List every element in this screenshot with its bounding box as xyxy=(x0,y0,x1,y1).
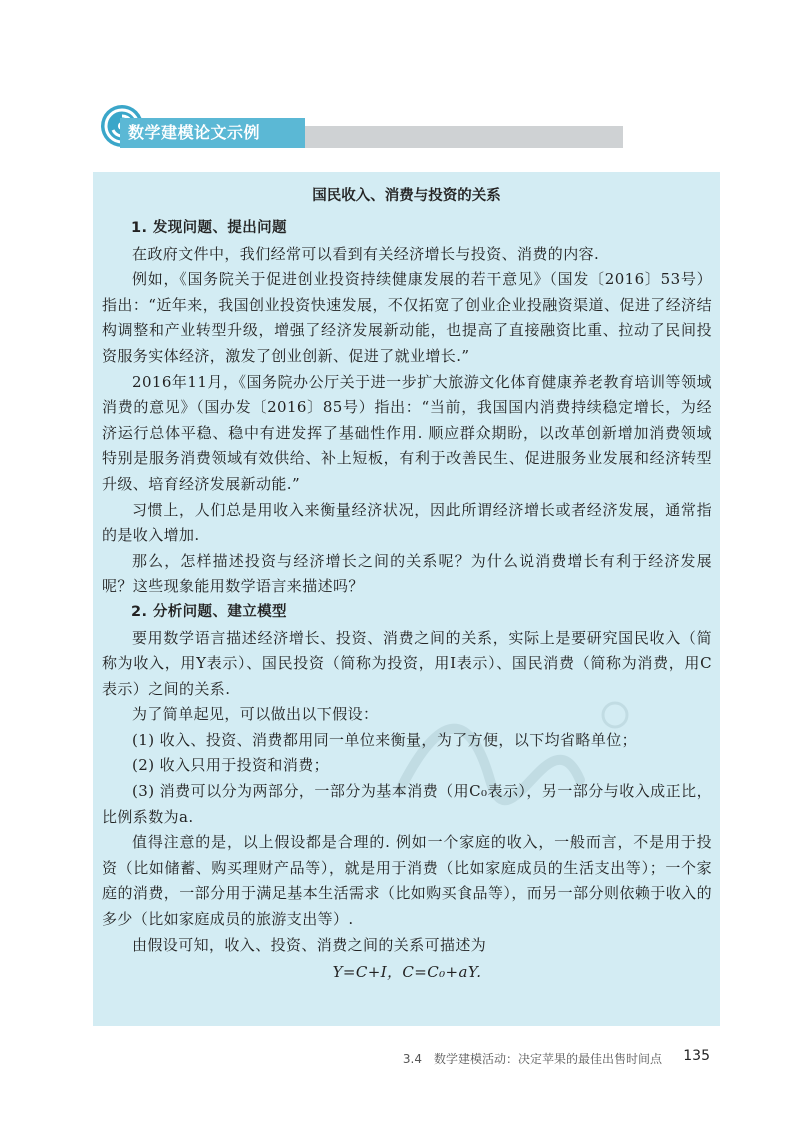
paragraph: 在政府文件中，我们经常可以看到有关经济增长与投资、消费的内容. xyxy=(132,244,600,263)
paragraph: 那么，怎样描述投资与经济增长之间的关系呢？为什么说消费增长有利于经济发展呢？这些现象能用数学语言来描述吗？ xyxy=(102,551,712,596)
paper-body xyxy=(102,216,712,986)
section-heading: 1. 发现问题、提出问题 xyxy=(131,220,287,236)
footer-chapter: 3.4 数学建模活动：决定苹果的最佳出售时间点 xyxy=(402,1052,662,1066)
section-heading: 2. 分析问题、建立模型 xyxy=(131,603,287,620)
section-header xyxy=(100,104,630,148)
paragraph: 为了简单起见，可以做出以下假设： xyxy=(132,705,379,724)
paragraph: 习惯上，人们总是用收入来衡量经济状况，因此所谓经济增长或者经济发展，通常指的是收入增加. xyxy=(102,500,712,545)
paragraph: 2016年11月，《国务院办公厅关于进一步扩大旅游文化体育健康养老教育培训等领域消费的意见》（国办发〔2016〕85号）指出：“当前，我国国内消费持续稳定增长，为经济运行总体平稳、稳中有进发挥了基础性作用. 顺应群众期盼，以改革创新增加消费领域特别是服务消费领域有效供给、补上短板，有利于改善民生、促进服务业发展和经济转型升级、培育经济发展新动能.” xyxy=(102,372,712,493)
paragraph: (2) 收入只用于投资和消费； xyxy=(132,756,330,775)
paper-title: 国民收入、消费与投资的关系 xyxy=(312,188,501,204)
paragraph: 例如，《国务院关于促进创业投资持续健康发展的若干意见》（国发〔2016〕53号）指出：“近年来，我国创业投资快速发展，不仅拓宽了创业企业投融资渠道、促进了经济结构调整和产业转型升级，增强了经济发展新动能，也提高了直接融资比重、拉动了民间投资服务实体经济，激发了创业创新、促进了就业增长.” xyxy=(102,270,712,365)
page-number: 135 xyxy=(683,1048,710,1064)
formula: Y=C+I，C=C₀+aY. xyxy=(332,963,482,982)
paragraph: 值得注意的是，以上假设都是合理的. 例如一个家庭的收入，一般而言，不是用于投资（比如储蓄、购买理财产品等），就是用于消费（比如家庭成员的生活支出等）；一个家庭的消费，一部分用于满足基本生活需求（比如购买食品等），而另一部分则依赖于收入的多少（比如家庭成员的旅游支出等）. xyxy=(102,833,712,929)
section-title: 数学建模论文示例 xyxy=(128,123,261,142)
paragraph: (3) 消费可以分为两部分，一部分为基本消费（用C₀表示），另一部分与收入成正比，比例系数为a. xyxy=(102,782,712,826)
paragraph: 由假设可知，收入、投资、消费之间的关系可描述为 xyxy=(132,935,487,954)
paragraph: (1) 收入、投资、消费都用同一单位来衡量，为了方便，以下均省略单位； xyxy=(132,730,638,749)
header-gray-bar xyxy=(305,126,623,148)
paragraph: 要用数学语言描述经济增长、投资、消费之间的关系，实际上是要研究国民收入（简称为收入，用Y表示）、国民投资（简称为投资，用I表示）、国民消费（简称为消费，用C表示）之间的关系. xyxy=(102,628,712,698)
page-footer xyxy=(400,1048,710,1068)
